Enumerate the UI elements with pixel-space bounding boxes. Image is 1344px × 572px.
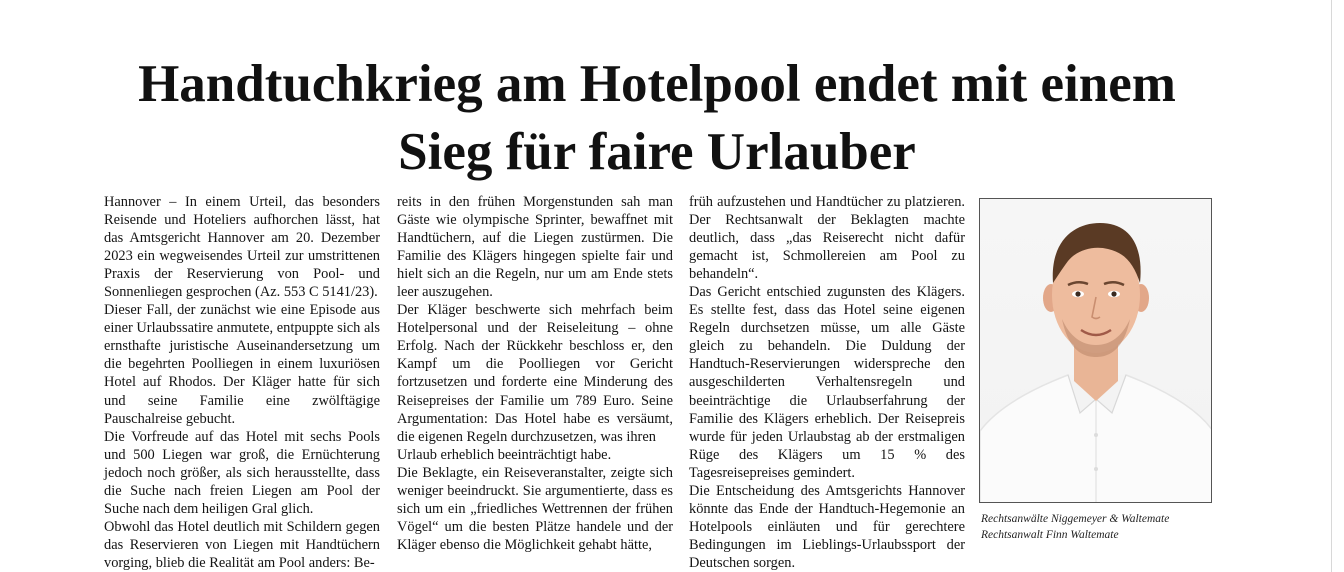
paragraph: Die Vorfreude auf das Hotel mit sechs Pools und 500 Liegen war groß, die Ernüchterung jedoch noch größer, als sich herausstellte, dass die Suche nach freien Liegen am Pool der Suche nach dem heiligen Gral glich.	[104, 428, 380, 517]
headline-line-1: Handtuchkrieg am Hotelpool endet mit einem	[138, 55, 1176, 113]
paragraph: Die Beklagte, ein Reiseveranstalter, zeigte sich weniger beeindruckt. Sie argumentierte, dass es sich um ein „friedliches Wettrennen der frühen Vögel“ um die besten Plätze handele und der Kläger ebenso die Möglichkeit gehabt hätte,	[397, 464, 673, 553]
headline-line-2: Sieg für faire Urlauber	[398, 123, 916, 181]
paragraph: Der Kläger beschwerte sich mehrfach beim Hotelpersonal und der Reiseleitung – ohne Erfolg. Nach der Rückkehr beschloss er, den Kampf um die Poolliegen vor Gericht fortzusetzen und forderte eine Minderung des Reisepreises der Familie um 789 Euro. Seine Argumentation: Das Hotel habe es versäumt, die eigenen Regeln durchzusetzen, was ihren	[397, 302, 673, 445]
caption-line-2: Rechtsanwalt Finn Waltemate	[981, 529, 1119, 541]
article-column-1	[104, 193, 380, 572]
page-edge-divider	[1331, 0, 1332, 572]
paragraph: Die Entscheidung des Amtsgerichts Hannover könnte das Ende der Handtuch-Hegemonie an Hotelpools einläuten und für gerechtere Bedingungen im Lieblings-Urlaubssport der Deutschen sorgen.	[689, 482, 965, 571]
article-column-3	[689, 193, 965, 572]
paragraph: Das Gericht entschied zugunsten des Klägers. Es stellte fest, dass das Hotel seine eigenen Regeln durchsetzen müsse, um alle Gäste gleich zu behandeln. Die Duldung der Handtuch-Reservierungen widerspreche den ausgeschilderten Verhaltensregeln und beeinträchtige die Urlaubserfahrung der Familie des Klägers erheblich. Der Reisepreis wurde für jeden Urlaubstag ab der erstmaligen Rüge des Klägers um 15 % des Tagesreisepreises gemindert.	[689, 284, 965, 481]
paragraph: Dieser Fall, der zunächst wie eine Episode aus einer Urlaubssatire anmutete, entpuppte sich als ernsthafte juristische Auseinandersetzung um die begehrten Poolliegen in einem luxuriösen Hotel auf Rhodos. Der Kläger hatte für sich und seine Familie eine zwölftägige Pauschalreise gebucht.	[104, 302, 380, 427]
article-column-2	[397, 193, 673, 554]
paragraph: Obwohl das Hotel deutlich mit Schildern gegen das Reservieren von Liegen mit Handtüchern vorging, blieb die Realität am Pool anders: Be-	[104, 518, 380, 571]
paragraph: Hannover – In einem Urteil, das besonders Reisende und Hoteliers aufhorchen lässt, hat das Amtsgericht Hannover am 20. Dezember 2023 ein wegweisendes Urteil zur umstrittenen Praxis der Reservierung von Pool- und Sonnenliegen gesprochen (Az. 553 C 5141/23).	[104, 194, 380, 301]
paragraph: Urlaub erheblich beeinträchtigt habe.	[397, 446, 612, 463]
caption-line-1: Rechtsanwälte Niggemeyer & Waltemate	[981, 513, 1170, 525]
article-headline	[60, 50, 1254, 186]
photo-caption	[981, 511, 1221, 543]
paragraph: früh aufzustehen und Handtücher zu platzieren. Der Rechtsanwalt der Beklagten machte deutlich, dass „das Reiserecht nicht dafür gemacht ist, Schmollereien am Pool zu behandeln“.	[689, 194, 965, 283]
portrait-photo	[979, 198, 1212, 503]
paragraph: reits in den frühen Morgenstunden sah man Gäste wie olympische Sprinter, bewaffnet mit Handtüchern, auf die Liegen zustürmen. Die Familie des Klägers hingegen spielte fair und hielt sich an die Regeln, nur um am Ende stets leer auszugehen.	[397, 194, 673, 301]
portrait-illustration	[980, 199, 1212, 503]
